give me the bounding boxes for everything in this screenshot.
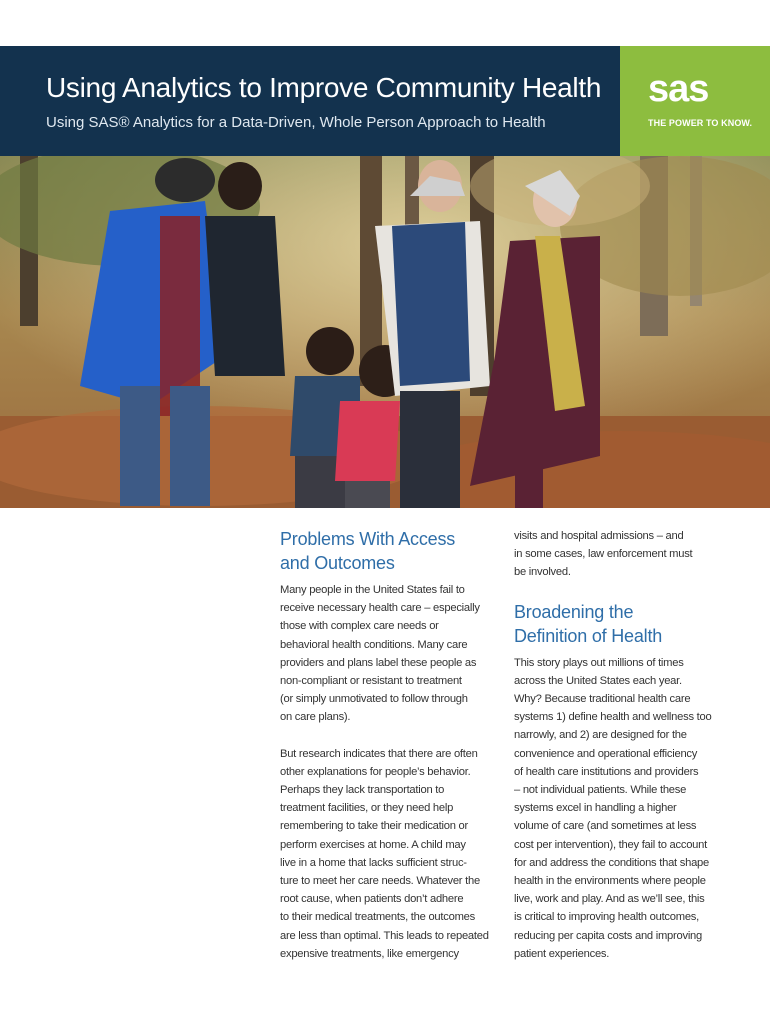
text-line: cost per intervention), they fail to account: [514, 838, 707, 851]
heading-line: Broadening the: [514, 601, 634, 622]
text-line: live in a home that lacks sufficient struc-: [280, 856, 467, 869]
text-line: expensive treatments, like emergency: [280, 947, 459, 960]
text-line: behavioral health conditions. Many care: [280, 638, 468, 651]
paragraph: [280, 581, 495, 727]
text-line: for and address the conditions that shape: [514, 856, 709, 869]
text-line: ture to meet her care needs. Whatever the: [280, 875, 480, 888]
sas-logo: [620, 46, 770, 156]
text-line: Why? Because traditional health care: [514, 693, 691, 706]
text-line: of health care institutions and providers: [514, 765, 699, 778]
heading-line: and Outcomes: [280, 553, 395, 573]
text-line: other explanations for people’s behavior.: [280, 765, 471, 778]
text-line: Many people in the United States fail to: [280, 584, 465, 596]
text-line: receive necessary health care – especially: [280, 602, 480, 615]
text-line: remembering to take their medication or: [280, 820, 468, 833]
text-line: live, work and play. And as we’ll see, this: [514, 893, 705, 906]
sas-logo-wordmark: sas: [648, 68, 709, 110]
text-line: providers and plans label these people as: [280, 656, 477, 669]
text-line: across the United States each year.: [514, 674, 682, 687]
text-line: Perhaps they lack transportation to: [280, 784, 445, 797]
text-line: narrowly, and 2) are designed for the: [514, 729, 687, 742]
text-line: – not individual patients. While these: [514, 784, 687, 797]
text-column-2: [514, 527, 729, 963]
document-title: Using Analytics to Improve Community Health: [46, 72, 602, 103]
text-line: patient experiences.: [514, 947, 610, 960]
text-line: in some cases, law enforcement must: [514, 548, 693, 561]
text-line: reducing per capita costs and improving: [514, 929, 703, 942]
heading-line: Problems With Access: [280, 529, 456, 549]
paragraph: [514, 527, 729, 582]
text-line: perform exercises at home. A child may: [280, 838, 466, 851]
text-line: volume of care (and sometimes at less: [514, 820, 697, 833]
document-subtitle: Using SAS® Analytics for a Data-Driven, Whole Person Approach to Health: [46, 114, 546, 131]
text-line: is critical to improving health outcomes,: [514, 911, 699, 924]
text-line: This story plays out millions of times: [514, 656, 684, 669]
text-line: systems 1) define health and wellness too: [514, 711, 712, 724]
paragraph: [280, 745, 495, 963]
text-line: treatment facilities, or they need help: [280, 802, 454, 815]
text-line: on care plans).: [280, 711, 351, 724]
text-line: those with complex care needs or: [280, 620, 439, 633]
text-line: systems excel in handling a higher: [514, 802, 677, 815]
text-line: root cause, when patients don’t adhere: [280, 893, 464, 906]
sas-logo-tagline: THE POWER TO KNOW.: [648, 118, 753, 128]
text-line: (or simply unmotivated to follow through: [280, 693, 468, 706]
text-line: health in the environments where people: [514, 875, 706, 888]
text-line: But research indicates that there are often: [280, 747, 478, 760]
section-heading-problems: [280, 527, 495, 575]
paragraph: [514, 654, 729, 963]
text-column-1: [280, 527, 495, 963]
text-line: visits and hospital admissions – and: [514, 530, 684, 542]
text-line: non-compliant or resistant to treatment: [280, 675, 462, 688]
hero-photo: [0, 156, 770, 508]
text-line: are less than optimal. This leads to repeated: [280, 929, 489, 942]
header-banner: [0, 46, 770, 156]
text-line: to their medical treatments, the outcomes: [280, 911, 475, 924]
section-heading-broadening: [514, 600, 729, 648]
text-line: convenience and operational efficiency: [514, 747, 698, 760]
text-line: be involved.: [514, 566, 571, 579]
heading-line: Definition of Health: [514, 625, 663, 646]
